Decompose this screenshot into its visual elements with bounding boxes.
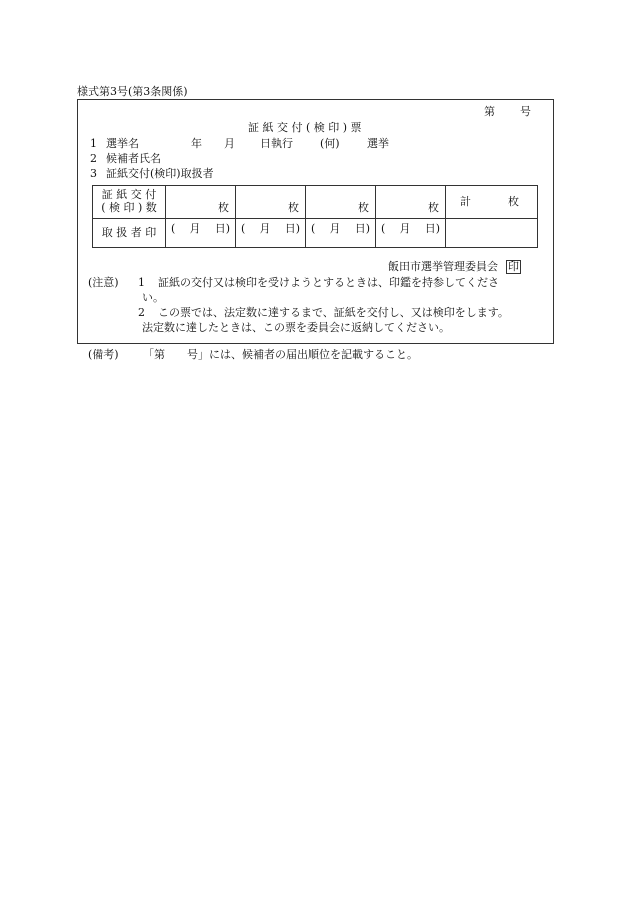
date-open: ( <box>381 222 386 235</box>
seal-mark: 印 <box>508 260 519 273</box>
total-cell <box>446 186 538 219</box>
total-seal-cell <box>446 219 538 248</box>
date-month: 月 <box>399 222 411 235</box>
total-unit: 枚 <box>508 195 519 208</box>
note-2-line-2: 法定数に達したときは、この票を委員会に返納してください。 <box>142 321 450 334</box>
number-go: 号 <box>520 105 531 118</box>
date-day: 日) <box>424 222 440 235</box>
row-head-count-line1: 証 紙 交 付 <box>101 188 157 202</box>
date-open: ( <box>241 222 246 235</box>
form-label: 様式第3号(第3条関係) <box>77 85 188 98</box>
date-open: ( <box>171 222 176 235</box>
date-cell-2 <box>236 219 306 248</box>
note-1-number: 1 <box>138 276 145 289</box>
date-cell-4 <box>376 219 446 248</box>
remarks-text: 「第 号」には、候補者の届出順位を記載すること。 <box>143 348 418 361</box>
date-cell-3 <box>306 219 376 248</box>
remarks-label: (備考) <box>88 348 119 361</box>
count-cell-2 <box>236 186 306 219</box>
item-1-day-held: 日執行 <box>260 137 293 150</box>
notes-label: (注意) <box>88 276 119 289</box>
item-2-label: 候補者氏名 <box>106 152 161 165</box>
item-1-election-name: 選挙名 <box>106 137 139 150</box>
number-dai: 第 <box>484 105 495 118</box>
item-2-number: 2 <box>90 152 97 165</box>
sheet-unit: 枚 <box>218 201 229 215</box>
date-open: ( <box>311 222 316 235</box>
issuer-name: 飯田市選挙管理委員会 <box>388 260 498 273</box>
date-day: 日) <box>284 222 300 235</box>
total-label: 計 <box>460 195 471 208</box>
date-day: 日) <box>354 222 370 235</box>
count-cell-4 <box>376 186 446 219</box>
sheet-unit: 枚 <box>428 201 439 215</box>
note-1-line-1: 証紙の交付又は検印を受けようとするときは、印鑑を持参してくださ <box>158 276 499 289</box>
item-3-label: 証紙交付(検印)取扱者 <box>106 167 214 180</box>
count-cell-3 <box>306 186 376 219</box>
issuer-line <box>388 260 521 274</box>
stamp-table <box>92 185 538 248</box>
date-month: 月 <box>329 222 341 235</box>
row-head-count-line2: ( 検 印 ) 数 <box>101 201 157 214</box>
note-1-line-2: い。 <box>142 291 164 304</box>
item-1-month: 月 <box>224 137 235 150</box>
note-2-line-1: この票では、法定数に達するまで、証紙を交付し、又は検印をします。 <box>158 306 509 319</box>
item-3-number: 3 <box>90 167 97 180</box>
row-head-count <box>93 186 166 219</box>
date-month: 月 <box>189 222 201 235</box>
count-cell-1 <box>166 186 236 219</box>
sheet-unit: 枚 <box>288 201 299 215</box>
date-cell-1 <box>166 219 236 248</box>
item-1-what: (何) <box>320 137 340 150</box>
item-1-election: 選挙 <box>367 137 389 150</box>
item-1-number: 1 <box>90 137 97 150</box>
row-head-handler-seal: 取 扱 者 印 <box>93 219 166 248</box>
note-2-number: 2 <box>138 306 145 319</box>
form-title: 証 紙 交 付 ( 検 印 ) 票 <box>248 121 362 134</box>
date-day: 日) <box>214 222 230 235</box>
sheet-unit: 枚 <box>358 201 369 215</box>
date-month: 月 <box>259 222 271 235</box>
item-1-year: 年 <box>191 137 202 150</box>
